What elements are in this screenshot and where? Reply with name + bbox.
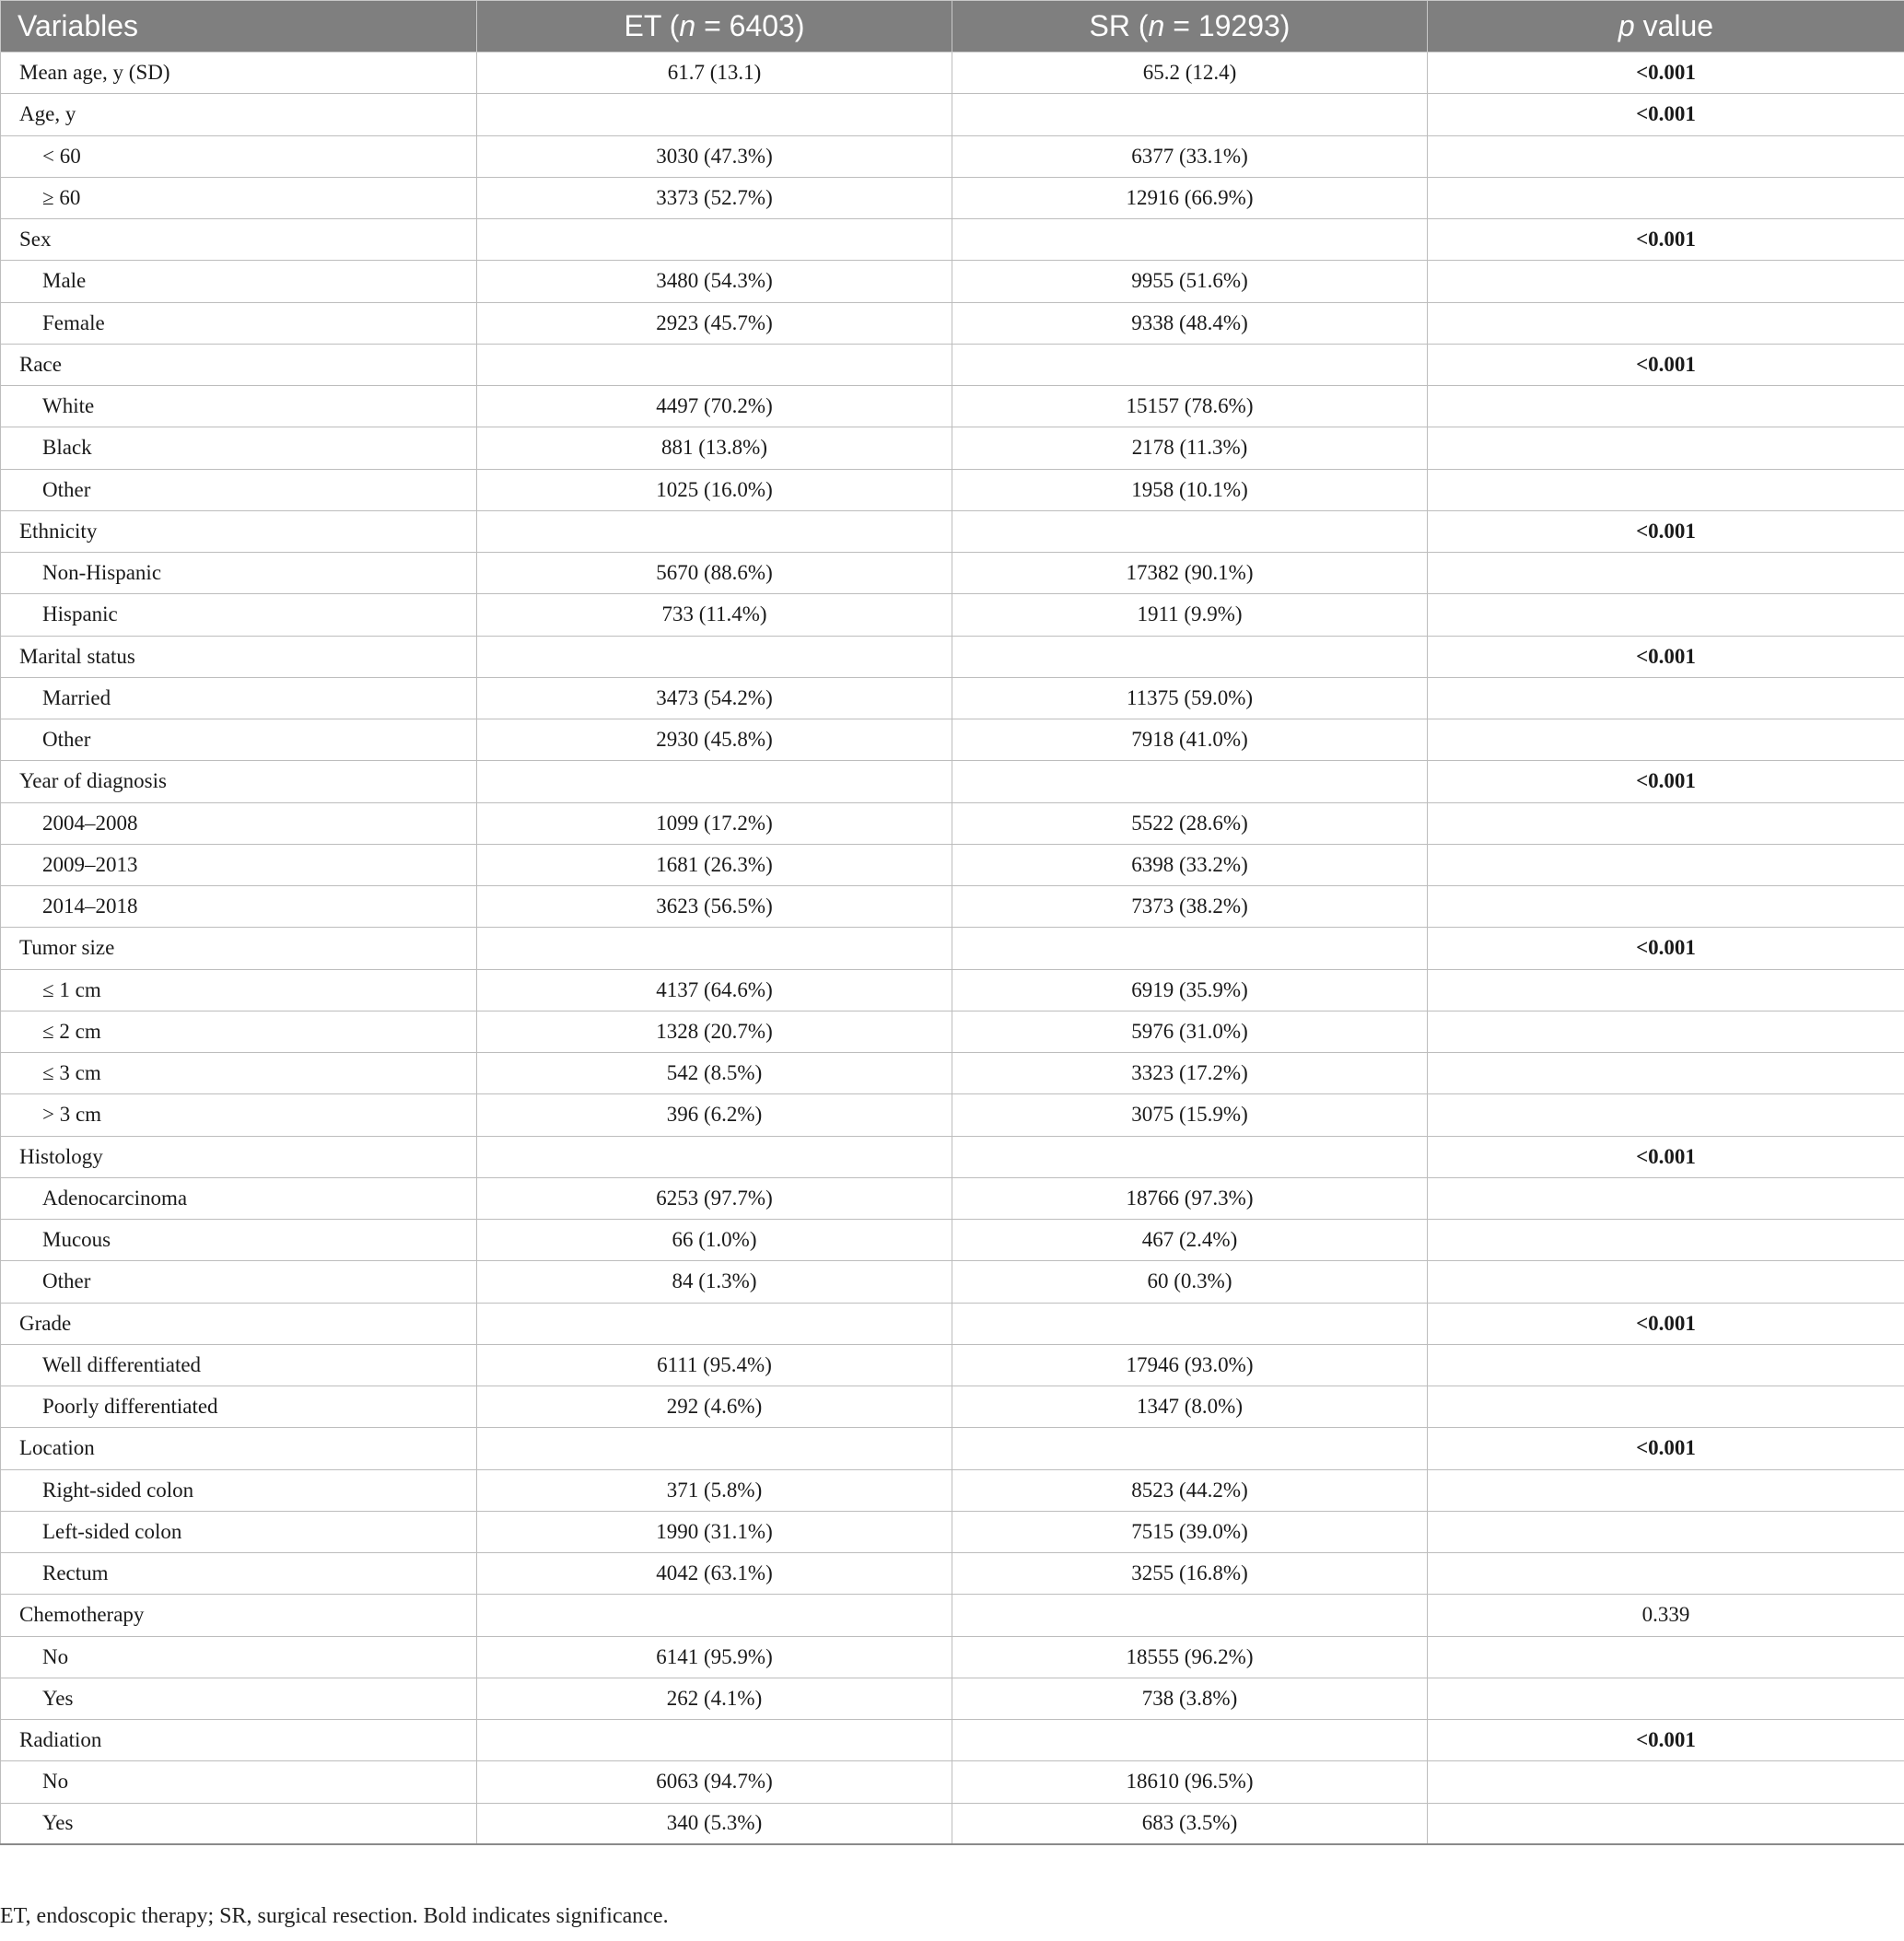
p-value-cell <box>1428 1386 1904 1428</box>
header-p-suffix: value <box>1634 9 1714 42</box>
sr-value-cell: 7373 (38.2%) <box>952 886 1428 928</box>
variable-cell: Histology <box>1 1136 477 1177</box>
p-value-cell <box>1428 1011 1904 1052</box>
p-value-cell: <0.001 <box>1428 636 1904 677</box>
table-row <box>1 219 1904 261</box>
et-value-cell: 2923 (45.7%) <box>477 302 952 344</box>
header-p-italic: p <box>1618 9 1635 42</box>
variable-cell: No <box>1 1761 477 1803</box>
et-value-cell: 66 (1.0%) <box>477 1220 952 1261</box>
table-row <box>1 928 1904 969</box>
variable-cell: Mucous <box>1 1220 477 1261</box>
sr-value-cell <box>952 928 1428 969</box>
header-et <box>477 1 952 53</box>
et-value-cell <box>477 1303 952 1344</box>
et-value-cell <box>477 344 952 385</box>
table-row <box>1 594 1904 636</box>
sr-value-cell: 2178 (11.3%) <box>952 427 1428 469</box>
table-row <box>1 261 1904 302</box>
header-sr <box>952 1 1428 53</box>
et-value-cell: 262 (4.1%) <box>477 1678 952 1719</box>
variable-cell: Location <box>1 1428 477 1469</box>
p-value-cell: <0.001 <box>1428 53 1904 94</box>
variable-cell: ≤ 3 cm <box>1 1053 477 1094</box>
et-value-cell: 3030 (47.3%) <box>477 135 952 177</box>
p-value-cell: <0.001 <box>1428 1136 1904 1177</box>
et-value-cell <box>477 510 952 552</box>
et-value-cell: 542 (8.5%) <box>477 1053 952 1094</box>
p-value-cell <box>1428 469 1904 510</box>
variable-cell: Yes <box>1 1678 477 1719</box>
et-value-cell: 371 (5.8%) <box>477 1469 952 1511</box>
header-variables-text: Variables <box>18 9 139 42</box>
p-value-cell <box>1428 1344 1904 1386</box>
table-row <box>1 1220 1904 1261</box>
p-value-cell <box>1428 1177 1904 1219</box>
sr-value-cell: 738 (3.8%) <box>952 1678 1428 1719</box>
variable-cell: Married <box>1 677 477 719</box>
table-row <box>1 1344 1904 1386</box>
sr-value-cell <box>952 219 1428 261</box>
table-row <box>1 1428 1904 1469</box>
sr-value-cell: 1958 (10.1%) <box>952 469 1428 510</box>
header-et-prefix: ET ( <box>624 9 680 42</box>
variable-cell: Other <box>1 1261 477 1303</box>
p-value-cell: <0.001 <box>1428 219 1904 261</box>
et-value-cell: 1328 (20.7%) <box>477 1011 952 1052</box>
p-value-cell: <0.001 <box>1428 928 1904 969</box>
et-value-cell <box>477 636 952 677</box>
variable-cell: Left-sided colon <box>1 1511 477 1552</box>
et-value-cell: 84 (1.3%) <box>477 1261 952 1303</box>
sr-value-cell: 65.2 (12.4) <box>952 53 1428 94</box>
sr-value-cell: 6919 (35.9%) <box>952 969 1428 1011</box>
sr-value-cell: 17382 (90.1%) <box>952 553 1428 594</box>
header-sr-n: n <box>1148 9 1165 42</box>
sr-value-cell <box>952 1136 1428 1177</box>
p-value-cell <box>1428 886 1904 928</box>
variable-cell: ≥ 60 <box>1 177 477 218</box>
sr-value-cell <box>952 1595 1428 1636</box>
table-row <box>1 1595 1904 1636</box>
table-row <box>1 344 1904 385</box>
table-row <box>1 427 1904 469</box>
sr-value-cell: 18766 (97.3%) <box>952 1177 1428 1219</box>
p-value-cell <box>1428 1761 1904 1803</box>
et-value-cell: 4042 (63.1%) <box>477 1553 952 1595</box>
variable-cell: Race <box>1 344 477 385</box>
et-value-cell <box>477 761 952 802</box>
et-value-cell: 3480 (54.3%) <box>477 261 952 302</box>
table-row <box>1 1511 1904 1552</box>
p-value-cell <box>1428 1469 1904 1511</box>
sr-value-cell: 9955 (51.6%) <box>952 261 1428 302</box>
sr-value-cell: 7918 (41.0%) <box>952 719 1428 761</box>
table-row <box>1 1177 1904 1219</box>
table-row <box>1 386 1904 427</box>
p-value-cell: 0.339 <box>1428 1595 1904 1636</box>
sr-value-cell <box>952 1303 1428 1344</box>
table-footnote: ET, endoscopic therapy; SR, surgical resection. Bold indicates significance. <box>0 1904 669 1928</box>
sr-value-cell <box>952 510 1428 552</box>
sr-value-cell <box>952 94 1428 135</box>
p-value-cell <box>1428 844 1904 885</box>
sr-value-cell: 8523 (44.2%) <box>952 1469 1428 1511</box>
sr-value-cell: 7515 (39.0%) <box>952 1511 1428 1552</box>
p-value-cell <box>1428 1553 1904 1595</box>
variable-cell: ≤ 2 cm <box>1 1011 477 1052</box>
table-row <box>1 1636 1904 1678</box>
sr-value-cell <box>952 344 1428 385</box>
et-value-cell: 3623 (56.5%) <box>477 886 952 928</box>
variable-cell: White <box>1 386 477 427</box>
sr-value-cell: 1347 (8.0%) <box>952 1386 1428 1428</box>
p-value-cell <box>1428 594 1904 636</box>
table-row <box>1 636 1904 677</box>
p-value-cell: <0.001 <box>1428 344 1904 385</box>
table-row <box>1 302 1904 344</box>
variable-cell: Yes <box>1 1803 477 1844</box>
header-sr-prefix: SR ( <box>1089 9 1149 42</box>
p-value-cell <box>1428 261 1904 302</box>
variable-cell: Ethnicity <box>1 510 477 552</box>
table-row <box>1 1720 1904 1761</box>
p-value-cell <box>1428 386 1904 427</box>
et-value-cell: 340 (5.3%) <box>477 1803 952 1844</box>
et-value-cell: 4497 (70.2%) <box>477 386 952 427</box>
p-value-cell <box>1428 553 1904 594</box>
p-value-cell <box>1428 969 1904 1011</box>
sr-value-cell: 5976 (31.0%) <box>952 1011 1428 1052</box>
et-value-cell: 3373 (52.7%) <box>477 177 952 218</box>
variable-cell: 2009–2013 <box>1 844 477 885</box>
et-value-cell: 6253 (97.7%) <box>477 1177 952 1219</box>
variable-cell: Female <box>1 302 477 344</box>
variable-cell: < 60 <box>1 135 477 177</box>
table-row <box>1 1303 1904 1344</box>
table-row <box>1 469 1904 510</box>
p-value-cell <box>1428 135 1904 177</box>
p-value-cell <box>1428 1636 1904 1678</box>
p-value-cell <box>1428 177 1904 218</box>
p-value-cell: <0.001 <box>1428 510 1904 552</box>
table-row <box>1 886 1904 928</box>
et-value-cell: 1990 (31.1%) <box>477 1511 952 1552</box>
sr-value-cell: 15157 (78.6%) <box>952 386 1428 427</box>
table-row <box>1 844 1904 885</box>
variable-cell: Chemotherapy <box>1 1595 477 1636</box>
p-value-cell: <0.001 <box>1428 761 1904 802</box>
p-value-cell <box>1428 1803 1904 1844</box>
table-row <box>1 719 1904 761</box>
table-row <box>1 94 1904 135</box>
sr-value-cell <box>952 636 1428 677</box>
p-value-cell <box>1428 1220 1904 1261</box>
et-value-cell: 733 (11.4%) <box>477 594 952 636</box>
et-value-cell: 396 (6.2%) <box>477 1094 952 1136</box>
et-value-cell: 5670 (88.6%) <box>477 553 952 594</box>
p-value-cell <box>1428 677 1904 719</box>
table-body <box>1 53 1904 1845</box>
variable-cell: Grade <box>1 1303 477 1344</box>
table-row <box>1 1469 1904 1511</box>
et-value-cell <box>477 928 952 969</box>
sr-value-cell: 6398 (33.2%) <box>952 844 1428 885</box>
et-value-cell: 3473 (54.2%) <box>477 677 952 719</box>
sr-value-cell: 5522 (28.6%) <box>952 802 1428 844</box>
sr-value-cell: 11375 (59.0%) <box>952 677 1428 719</box>
p-value-cell: <0.001 <box>1428 94 1904 135</box>
variable-cell: > 3 cm <box>1 1094 477 1136</box>
variable-cell: Mean age, y (SD) <box>1 53 477 94</box>
sr-value-cell <box>952 761 1428 802</box>
variable-cell: 2004–2008 <box>1 802 477 844</box>
variable-cell: Age, y <box>1 94 477 135</box>
header-sr-suffix: = 19293) <box>1164 9 1291 42</box>
table-row <box>1 802 1904 844</box>
et-value-cell <box>477 1595 952 1636</box>
p-value-cell <box>1428 1053 1904 1094</box>
p-value-cell <box>1428 1678 1904 1719</box>
et-value-cell <box>477 219 952 261</box>
et-value-cell: 6111 (95.4%) <box>477 1344 952 1386</box>
p-value-cell <box>1428 302 1904 344</box>
table-row <box>1 553 1904 594</box>
variable-cell: Year of diagnosis <box>1 761 477 802</box>
sr-value-cell: 3323 (17.2%) <box>952 1053 1428 1094</box>
sr-value-cell <box>952 1720 1428 1761</box>
variable-cell: Radiation <box>1 1720 477 1761</box>
variable-cell: Tumor size <box>1 928 477 969</box>
sr-value-cell: 12916 (66.9%) <box>952 177 1428 218</box>
table-row <box>1 1803 1904 1844</box>
et-value-cell: 4137 (64.6%) <box>477 969 952 1011</box>
sr-value-cell: 3255 (16.8%) <box>952 1553 1428 1595</box>
variable-cell: Hispanic <box>1 594 477 636</box>
header-row <box>1 1 1904 53</box>
et-value-cell: 1025 (16.0%) <box>477 469 952 510</box>
et-value-cell: 881 (13.8%) <box>477 427 952 469</box>
table-row <box>1 969 1904 1011</box>
variable-cell: Adenocarcinoma <box>1 1177 477 1219</box>
header-et-suffix: = 6403) <box>695 9 805 42</box>
table-row <box>1 1261 1904 1303</box>
table-row <box>1 1553 1904 1595</box>
et-value-cell: 292 (4.6%) <box>477 1386 952 1428</box>
p-value-cell <box>1428 427 1904 469</box>
p-value-cell <box>1428 802 1904 844</box>
variable-cell: Marital status <box>1 636 477 677</box>
sr-value-cell: 60 (0.3%) <box>952 1261 1428 1303</box>
table-row <box>1 510 1904 552</box>
variable-cell: Well differentiated <box>1 1344 477 1386</box>
p-value-cell <box>1428 1511 1904 1552</box>
et-value-cell: 6141 (95.9%) <box>477 1636 952 1678</box>
variable-cell: Other <box>1 719 477 761</box>
et-value-cell: 1099 (17.2%) <box>477 802 952 844</box>
et-value-cell: 6063 (94.7%) <box>477 1761 952 1803</box>
table-row <box>1 135 1904 177</box>
table-row <box>1 177 1904 218</box>
variable-cell: Rectum <box>1 1553 477 1595</box>
variable-cell: ≤ 1 cm <box>1 969 477 1011</box>
sr-value-cell: 467 (2.4%) <box>952 1220 1428 1261</box>
variable-cell: Right-sided colon <box>1 1469 477 1511</box>
sr-value-cell: 683 (3.5%) <box>952 1803 1428 1844</box>
table-row <box>1 1136 1904 1177</box>
sr-value-cell: 9338 (48.4%) <box>952 302 1428 344</box>
et-value-cell: 2930 (45.8%) <box>477 719 952 761</box>
table-header <box>1 1 1904 53</box>
et-value-cell: 1681 (26.3%) <box>477 844 952 885</box>
et-value-cell: 61.7 (13.1) <box>477 53 952 94</box>
p-value-cell <box>1428 719 1904 761</box>
sr-value-cell: 6377 (33.1%) <box>952 135 1428 177</box>
variable-cell: No <box>1 1636 477 1678</box>
p-value-cell <box>1428 1094 1904 1136</box>
sr-value-cell: 1911 (9.9%) <box>952 594 1428 636</box>
sr-value-cell: 18610 (96.5%) <box>952 1761 1428 1803</box>
et-value-cell <box>477 1136 952 1177</box>
table-row <box>1 1678 1904 1719</box>
table-row <box>1 1386 1904 1428</box>
variable-cell: Other <box>1 469 477 510</box>
table-row <box>1 1094 1904 1136</box>
variable-cell: Black <box>1 427 477 469</box>
sr-value-cell <box>952 1428 1428 1469</box>
table-row <box>1 1761 1904 1803</box>
p-value-cell: <0.001 <box>1428 1720 1904 1761</box>
sr-value-cell: 3075 (15.9%) <box>952 1094 1428 1136</box>
header-et-n: n <box>679 9 696 42</box>
et-value-cell <box>477 1428 952 1469</box>
et-value-cell <box>477 94 952 135</box>
header-p-value <box>1428 1 1904 53</box>
p-value-cell <box>1428 1261 1904 1303</box>
table-row <box>1 1053 1904 1094</box>
variable-cell: 2014–2018 <box>1 886 477 928</box>
variable-cell: Sex <box>1 219 477 261</box>
p-value-cell: <0.001 <box>1428 1428 1904 1469</box>
variable-cell: Non-Hispanic <box>1 553 477 594</box>
sr-value-cell: 17946 (93.0%) <box>952 1344 1428 1386</box>
variable-cell: Poorly differentiated <box>1 1386 477 1428</box>
et-value-cell <box>477 1720 952 1761</box>
table-row <box>1 1011 1904 1052</box>
table-row <box>1 761 1904 802</box>
p-value-cell: <0.001 <box>1428 1303 1904 1344</box>
sr-value-cell: 18555 (96.2%) <box>952 1636 1428 1678</box>
table-row <box>1 677 1904 719</box>
variable-cell: Male <box>1 261 477 302</box>
header-variables <box>1 1 477 53</box>
table-row <box>1 53 1904 94</box>
